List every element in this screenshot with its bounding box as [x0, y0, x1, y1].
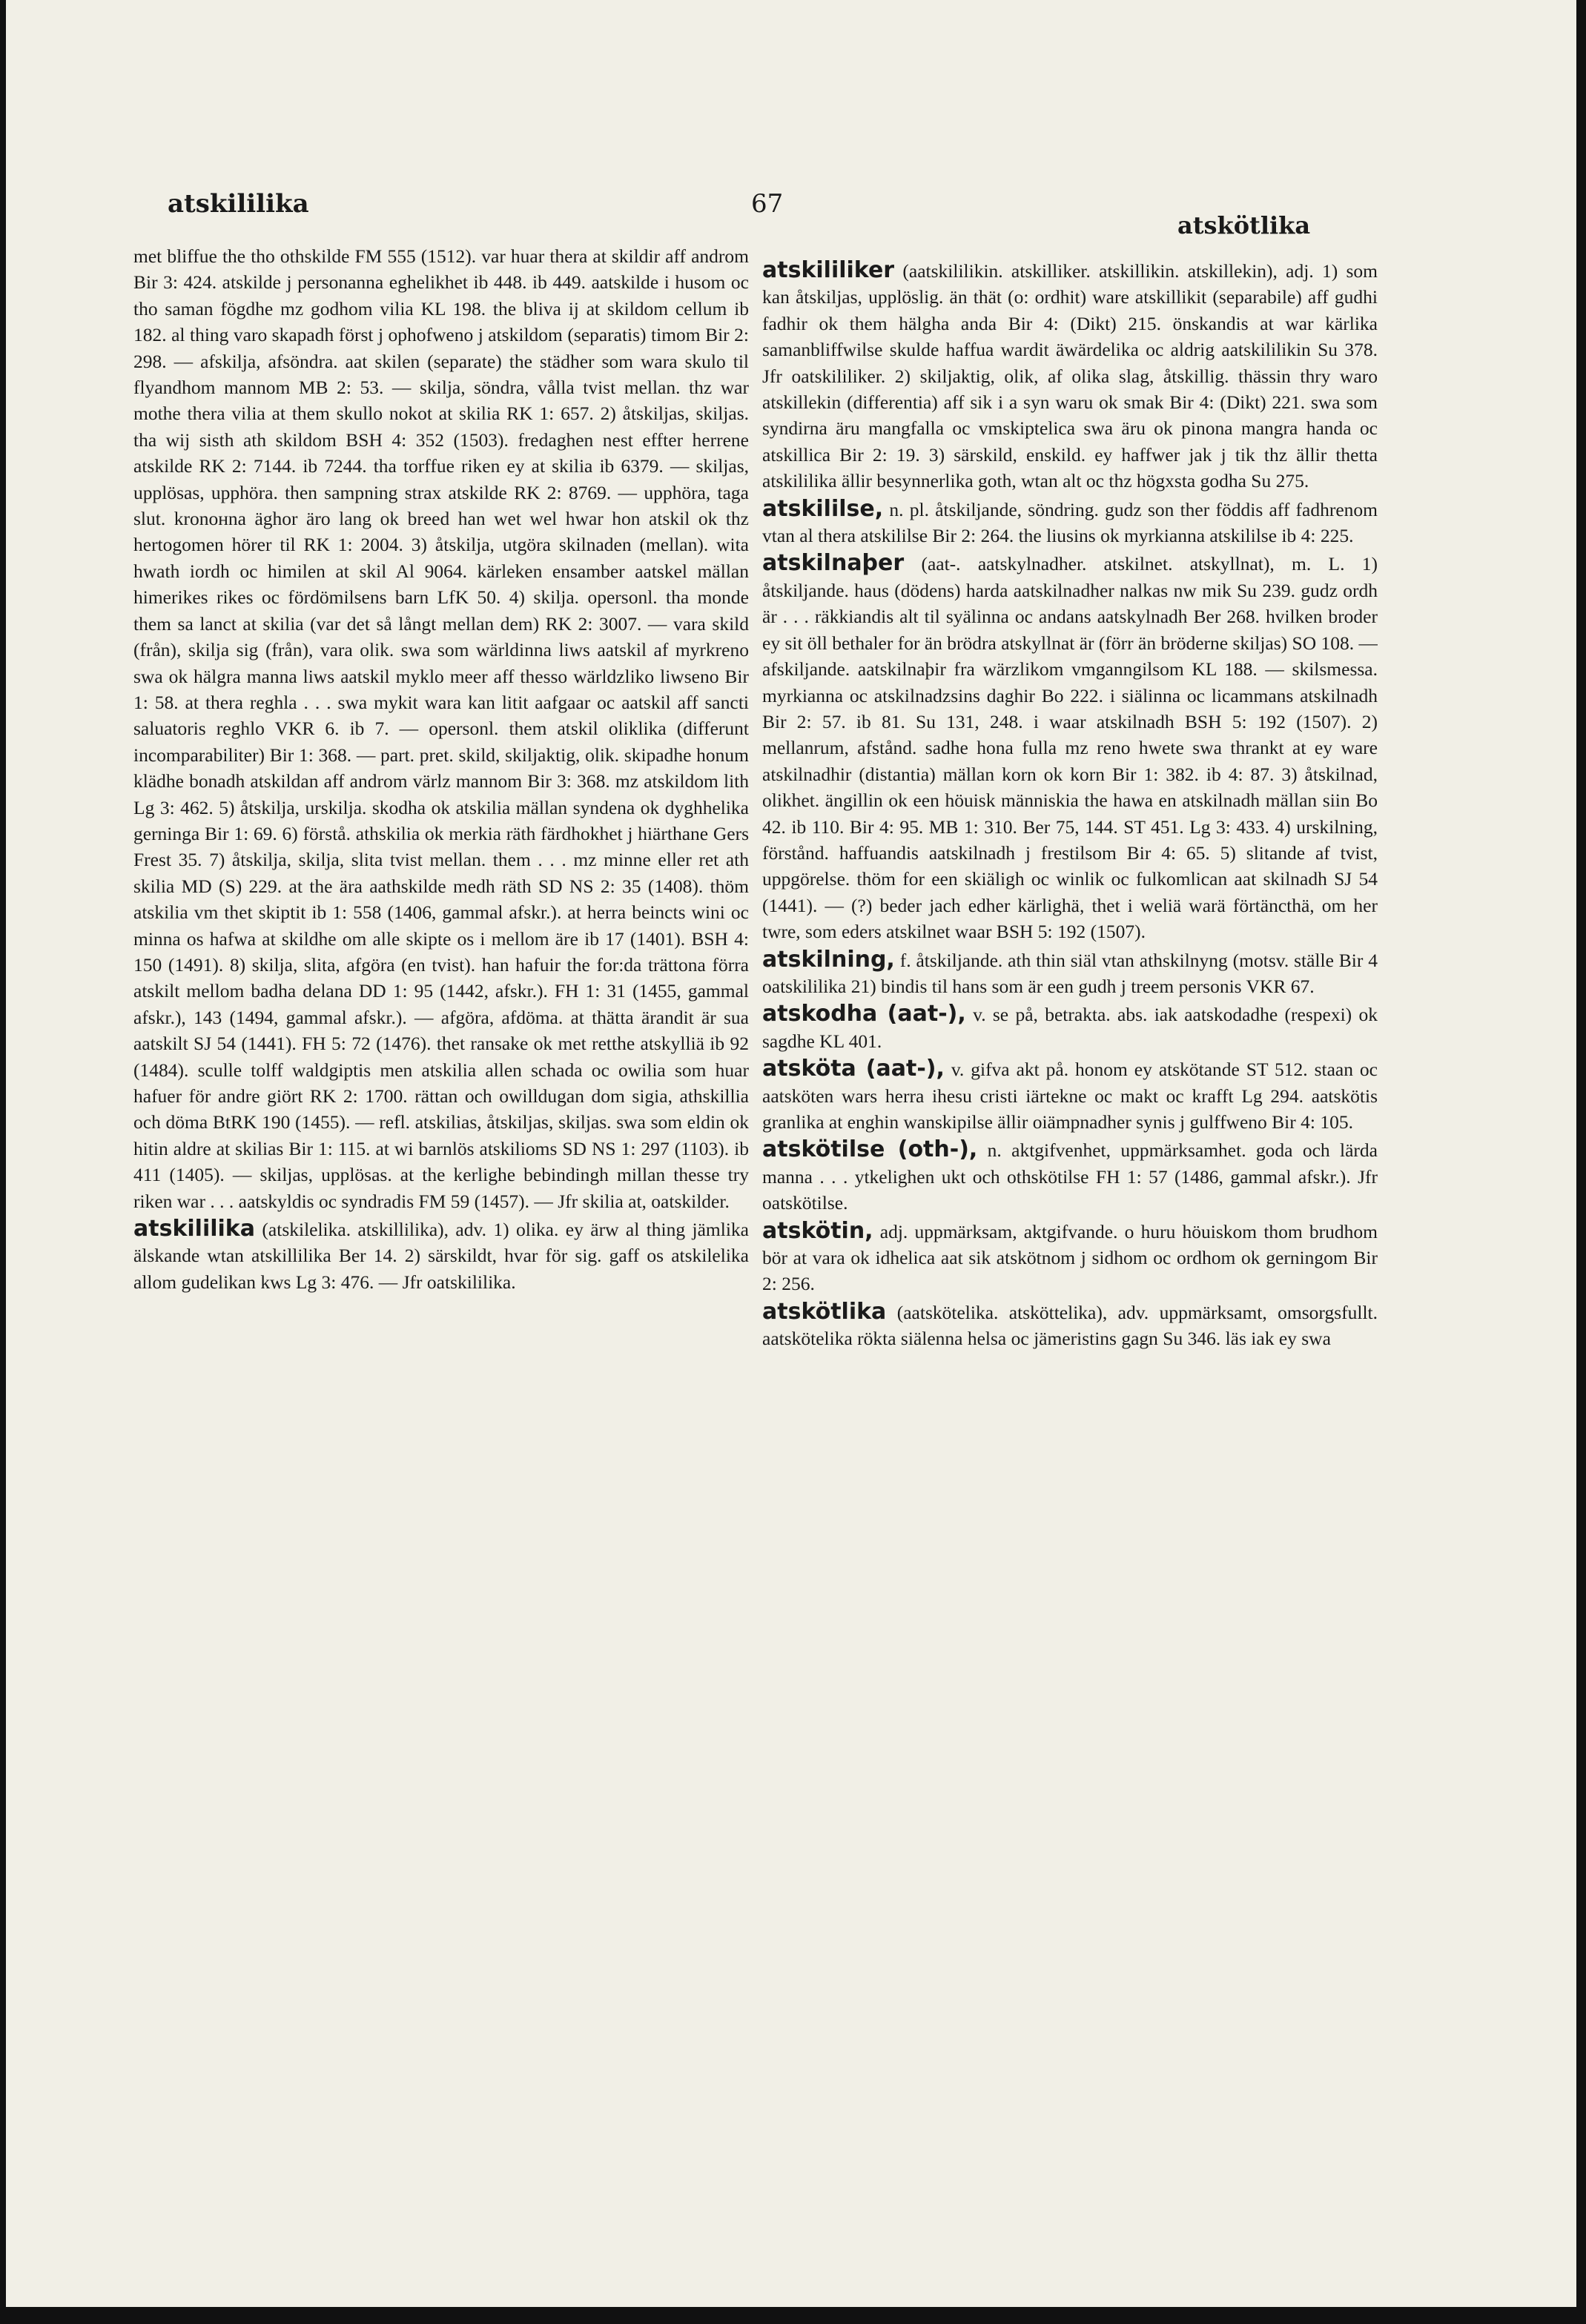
entry-lemma: atskililse,	[762, 495, 884, 522]
entry-text: n. pl. åtskiljande, söndring. gudz son ther föddis aff fadhrenom vtan al thera atskililse Bir 2: 264. the liusins ok myrkianna atskililse ib 4: 225.	[762, 498, 1378, 547]
entry-lemma: atskililika	[133, 1216, 256, 1242]
entry-paragraph	[762, 496, 1378, 549]
entry-text: v. se på, betrakta. abs. iak aatskodadhe (respexi) ok sagdhe KL 401.	[762, 1004, 1378, 1052]
entry-paragraph	[762, 550, 1378, 944]
page-number: 67	[751, 189, 784, 219]
entry-lemma: atskodha (aat-),	[762, 1001, 966, 1027]
entry-lemma: atskötilse (oth-),	[762, 1136, 978, 1163]
entry-text: f. åtskiljande. ath thin siäl vtan athskilnyng (motsv. ställe Bir 4 oatskililika 21) bindis til hans som är een gudh j treem personis VKR 67.	[762, 949, 1378, 997]
entry-paragraph	[762, 1001, 1378, 1054]
entry-lemma: atskilnaþer	[762, 550, 905, 577]
entry-paragraph	[762, 947, 1378, 1000]
entry-paragraph	[133, 243, 749, 1214]
entry-text: v. gifva akt på. honom ey atskötande ST 512. staan oc aatsköten wars herra ihesu cristi iärtekne oc makt oc krafft Lg 294. aatskötis granlika at enghin wanskipilse ällir oiämpnadher synis j gulffweno Bir 4: 105.	[762, 1059, 1378, 1133]
entry-text: (atskilelika. atskillilika), adv. 1) olika. ey ärw al thing jämlika älskande wtan atskillilika Ber 14. 2) särskildt, hvar för sig. gaff os atskilelika allom gudelikan kws Lg 3: 476. — Jfr oatskililika.	[133, 1219, 749, 1293]
entry-text: (aatskililikin. atskilliker. atskillikin. atskillekin), adj. 1) som kan åtskiljas, upplöslig. än thät (o: ordhit) ware atskillikit (separabile) aff gudhi fadhir ok them hälgha anda Bir 4: (Dikt) 215. önskandis at war kärlika samanbliffwilse skulde haffua wardit äwärdelika oc aldrig aatskililikin Su 378. Jfr oatskililiker. 2) skiljaktig, olik, af olika slag, åtskillig. thässin thry waro atskillekin (differentia) aff sik i a syn waru ok smak Bir 4: (Dikt) 221. swa som syndirna äru mangfalla oc vmskiptelica swa äru ok pinona mangra handa oc atskillica Bir 2: 19. 3) särskild, enskild. ey haffwer jak j tik thz ällir thetta atskililika ällir besynnerlika goth, wtan alt oc thz högxsta godha Su 275.	[762, 260, 1378, 492]
entry-paragraph	[762, 257, 1378, 494]
entry-text: met bliffue the tho othskilde FM 555 (1512). var huar thera at skildir aff androm Bir 3: 424. atskilde j personanna eghelikhet ib 448. ib 449. aatskilde i husom oc tho saman fögdhe mz godhom vilia KL 198. the bliva ij at skildom cellum ib 182. al thing varo skapadh först j ophofweno j atskildom (separatis) timom Bir 2: 298. — afskilja, afsöndra. aat skilen (separate) the städher som wara skulo til flyandhom mannom MB 2: 53. — skilja, söndra, vålla tvist mellan. thz war mothe thera vilia at them skullo nokot at skilia RK 1: 657. 2) åtskiljas, skiljas. tha wij sisth ath skildom BSH 4: 352 (1503). fredaghen nest effter herrene atskilde RK 2: 7144. ib 7244. tha torffue riken ey at skilia ib 6379. — skiljas, upplösas, upphöra. then sampning strax atskilde RK 2: 8769. — upphöra, taga slut. kronoнna äghor äro lang ok breed han wet wel hwar hon atskil ok thz hertogomen hörer til RK 1: 2004. 3) åtskilja, utgöra skilnaden (mellan). wita hwath iordh oc himilen at skil Al 9064. kärleken ensamber aatskel mällan himerikes rikes oc fördömilsens barn LfK 50. 4) skilja. opersonl. tha monde them sa lanct at skilia (var det så långt mellan dem) RK 2: 3007. — vara skild (från), skilja sig (från), vara olik. swa som wärldinna liws aatskil af myrkreno swa ok hälgra manna liws aatskil myklo meer aff thesso wärldzliko liwseno Bir 1: 58. at thera reghla . . . swa mykit wara kan litit aafgaar oc aatskil aff sancti saluatoris reghlo VKR 6. ib 7. — opersonl. them atskil oliklika (differunt incomparabiliter) Bir 1: 368. — part. pret. skild, skiljaktig, olik. skipadhe honum klädhe bonadh atskildan aff androm värlz mannom Bir 3: 368. mz atskildom lith Lg 3: 462. 5) åtskilja, urskilja. skodha ok atskilia mällan syndena ok dyghhelika gerninga Bir 1: 69. 6) förstå. athskilia ok merkia räth färdhokhet j hiärthane Gers Frest 35. 7) åtskilja, skilja, slita tvist mellan. them . . . mz minne eller ret ath skilia MD (S) 229. at the ära aathskilde medh räth SD NS 2: 35 (1408). thöm atskilia vm thet skiptit ib 1: 558 (1406, gammal afskr.). at herra beincts wini oc minna os hafwa at skildhe om alle skipte os i mellom äre ib 17 (1401). BSH 4: 150 (1491). 8) skilja, slita, afgöra (en tvist). han hafuir the for:da trättona förra atskilt mellom badha delana DD 1: 95 (1442, afskr.). FH 1: 31 (1455, gammal afskr.), 143 (1494, gammal afskr.). — afgöra, afdöma. at thätta ärandit är sua aatskilt SJ 54 (1441). FH 5: 72 (1476). thet ransake ok met retthe atskylliä ib 92 (1484). sculle tolff waldgiptis men atskilia allen schada oc owilia som huar hafuer för andre giört RK 2: 1700. rättan och owilldugan dom sigia, athskillia och döma BtRK 190 (1455). — refl. atskilias, åtskiljas, skiljas. swa som eldin ok hitin aldre at skilias Bir 1: 115. at wi barnlös atskilioms SD NS 1: 297 (1103). ib 411 (1405). — skiljas, upplösas. at the kerlighe bebindingh millan thesse try riken war . . . aatskyldis oc syndradis FM 59 (1457). — Jfr skilia at, oatskilder.	[133, 245, 749, 1212]
entry-paragraph	[762, 1136, 1378, 1216]
right-column	[762, 256, 1378, 2213]
entry-paragraph	[762, 1218, 1378, 1297]
entry-text: (aat-. aatskylnadher. atskilnet. atskyllnat), m. L. 1) åtskiljande. haus (dödens) harda aatskilnadher nalkas nw mik Su 239. gudz ordh är . . . räkkiandis alt til syälinna oc andans aatskylnadh Ber 268. hvilken broder ey sit öll bethaler for än brödra atskyllnat är (förr än bröderne skiljas) SO 108. — afskiljande. aatskilnaþir fra wärzlikom vmganngilsom KL 188. — skilsmessa. myrkianna oc atskilnadzsins daghir Bo 222. i siälinna oc licammans atskilnadh Bir 2: 57. ib 81. Su 131, 248. i waar atskilnadh BSH 5: 192 (1507). 2) mellanrum, afstånd. sadhe hona fulla mz reno hwete swa thrankt at ey ware atskilnadhir (distantia) mällan korn ok korn Bir 1: 382. ib 4: 87. 3) åtskilnad, olikhet. ängillin ok een höuisk människia the hawa en atskilnadh mällan siin Bo 42. ib 110. Bir 4: 95. MB 1: 310. Ber 75, 144. ST 451. Lg 3: 433. 4) urskilning, förstånd. haffuandis aatskilnadh j frestilsom Bir 4: 65. 5) slitande af tvist, uppgörelse. thöm for een skiäligh oc winlik oc fulkomlican aat skilnadh SJ 54 (1441). — (?) beder jach edher kärlighä, thet i weliä warä förtäncthä, om her twre, som eders atskilnet waar BSH 5: 192 (1507).	[762, 553, 1378, 943]
entry-lemma: atsköta (aat-),	[762, 1056, 945, 1082]
entry-lemma: atskilning,	[762, 946, 895, 973]
entry-paragraph	[762, 1299, 1378, 1352]
entry-paragraph	[762, 1056, 1378, 1135]
entry-paragraph	[133, 1216, 749, 1295]
entry-text: (aatskötelika. atsköttelika), adv. uppmärksamt, omsorgsfullt. aatskötelika rökta siälenna helsa oc jämeristins gagn Su 346. läs iak ey swa	[762, 1301, 1378, 1350]
entry-lemma: atskötin,	[762, 1217, 873, 1244]
entry-lemma: atskötlika	[762, 1298, 887, 1325]
entry-lemma: atskililiker	[762, 257, 895, 283]
left-running-head: atskililika	[168, 189, 309, 219]
left-column	[133, 243, 749, 2200]
entry-text: n. aktgifvenhet, uppmärksamhet. goda och lärda manna . . . ytkelighen ukt och othskötilse FH 1: 57 (1486, gammal afskr.). Jfr oatskötilse.	[762, 1139, 1378, 1214]
dictionary-page	[6, 0, 1576, 2307]
right-running-head: atskötlika	[1177, 211, 1311, 239]
entry-text: adj. uppmärksam, aktgifvande. o huru höuiskom thom brudhom bör at vara ok idhelica aat sik atskötnom j sidhom oc ordhom ok gerningom Bir 2: 256.	[762, 1220, 1378, 1295]
